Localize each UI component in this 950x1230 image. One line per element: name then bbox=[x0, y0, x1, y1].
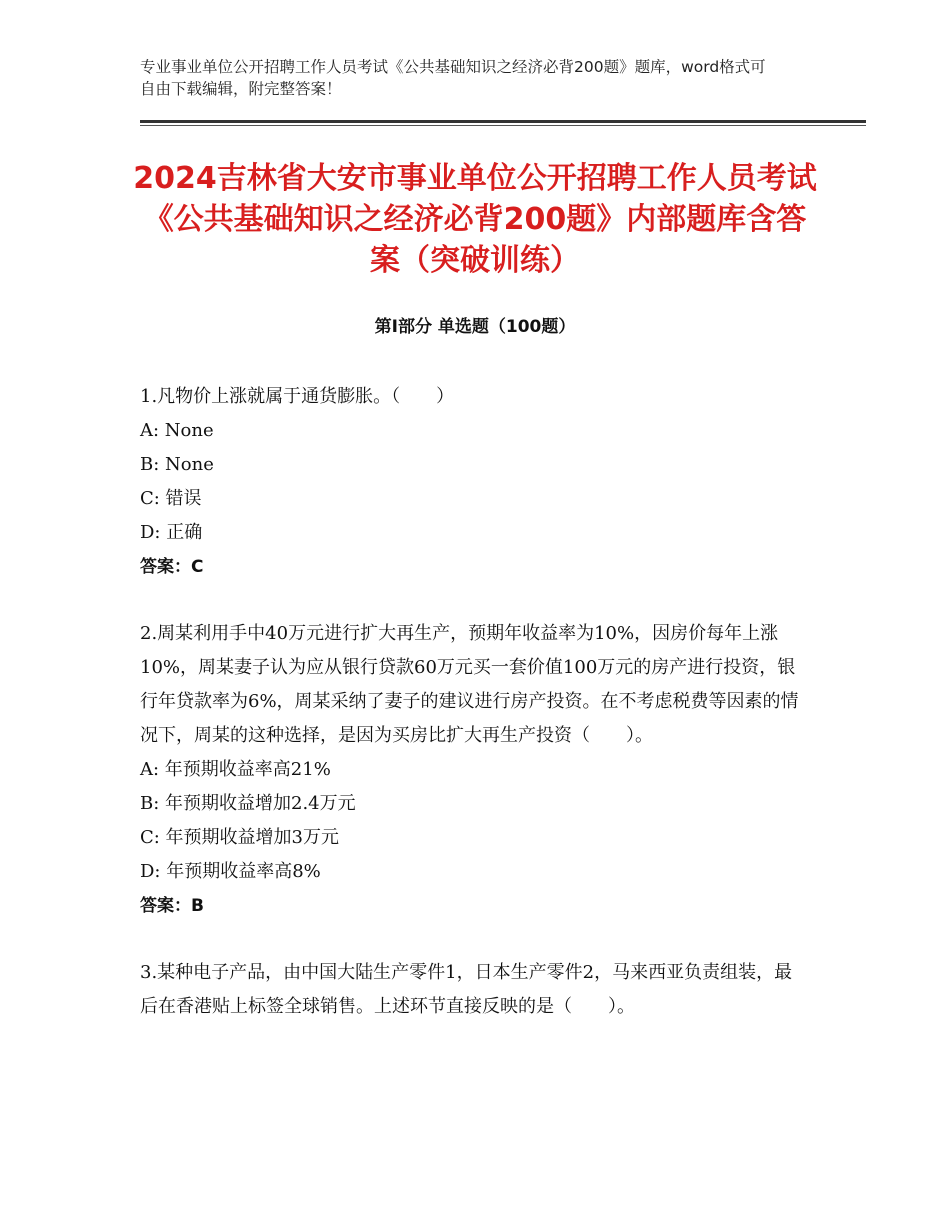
header-note: 专业事业单位公开招聘工作人员考试《公共基础知识之经济必背200题》题库，word格式可自由下载编辑，附完整答案！ bbox=[140, 58, 766, 98]
question-2 bbox=[140, 617, 805, 923]
question-stem: 2.周某利用手中40万元进行扩大再生产，预期年收益率为10%，因房价每年上涨10%，周某妻子认为应从银行贷款60万元买一套价值100万元的房产进行投资，银行年贷款率为6%，周某采纳了妻子的建议进行房产投资。在不考虑税费等因素的情况下，周某的这种选择，是因为买房比扩大再生产投资（ ）。 bbox=[140, 623, 799, 746]
answer: 答案：C bbox=[140, 557, 204, 577]
option-c: C: 错误 bbox=[140, 488, 202, 509]
question-spacer bbox=[140, 923, 805, 956]
question-stem: 1.凡物价上涨就属于通货膨胀。（ ） bbox=[140, 386, 455, 407]
option-a: A: None bbox=[140, 420, 214, 441]
question-1 bbox=[140, 380, 805, 584]
option-b: B: 年预期收益增加2.4万元 bbox=[140, 793, 356, 814]
question-list bbox=[140, 380, 805, 1024]
question-3 bbox=[140, 956, 805, 1024]
section-title: 第Ⅰ部分 单选题（100题） bbox=[374, 317, 576, 337]
document-title: 2024吉林省大安市事业单位公开招聘工作人员考试《公共基础知识之经济必背200题》内部题库含答案（突破训练） bbox=[133, 161, 817, 278]
option-c: C: 年预期收益增加3万元 bbox=[140, 827, 340, 848]
header-rule-thick bbox=[140, 120, 866, 123]
question-spacer bbox=[140, 584, 805, 617]
option-a: A: 年预期收益率高21% bbox=[140, 759, 331, 780]
option-d: D: 正确 bbox=[140, 522, 203, 543]
header-rule-thin bbox=[140, 125, 866, 126]
answer: 答案：B bbox=[140, 896, 204, 916]
option-d: D: 年预期收益率高8% bbox=[140, 861, 321, 882]
question-stem: 3.某种电子产品，由中国大陆生产零件1，日本生产零件2，马来西亚负责组装，最后在香港贴上标签全球销售。上述环节直接反映的是（ ）。 bbox=[140, 962, 793, 1017]
option-b: B: None bbox=[140, 454, 214, 475]
